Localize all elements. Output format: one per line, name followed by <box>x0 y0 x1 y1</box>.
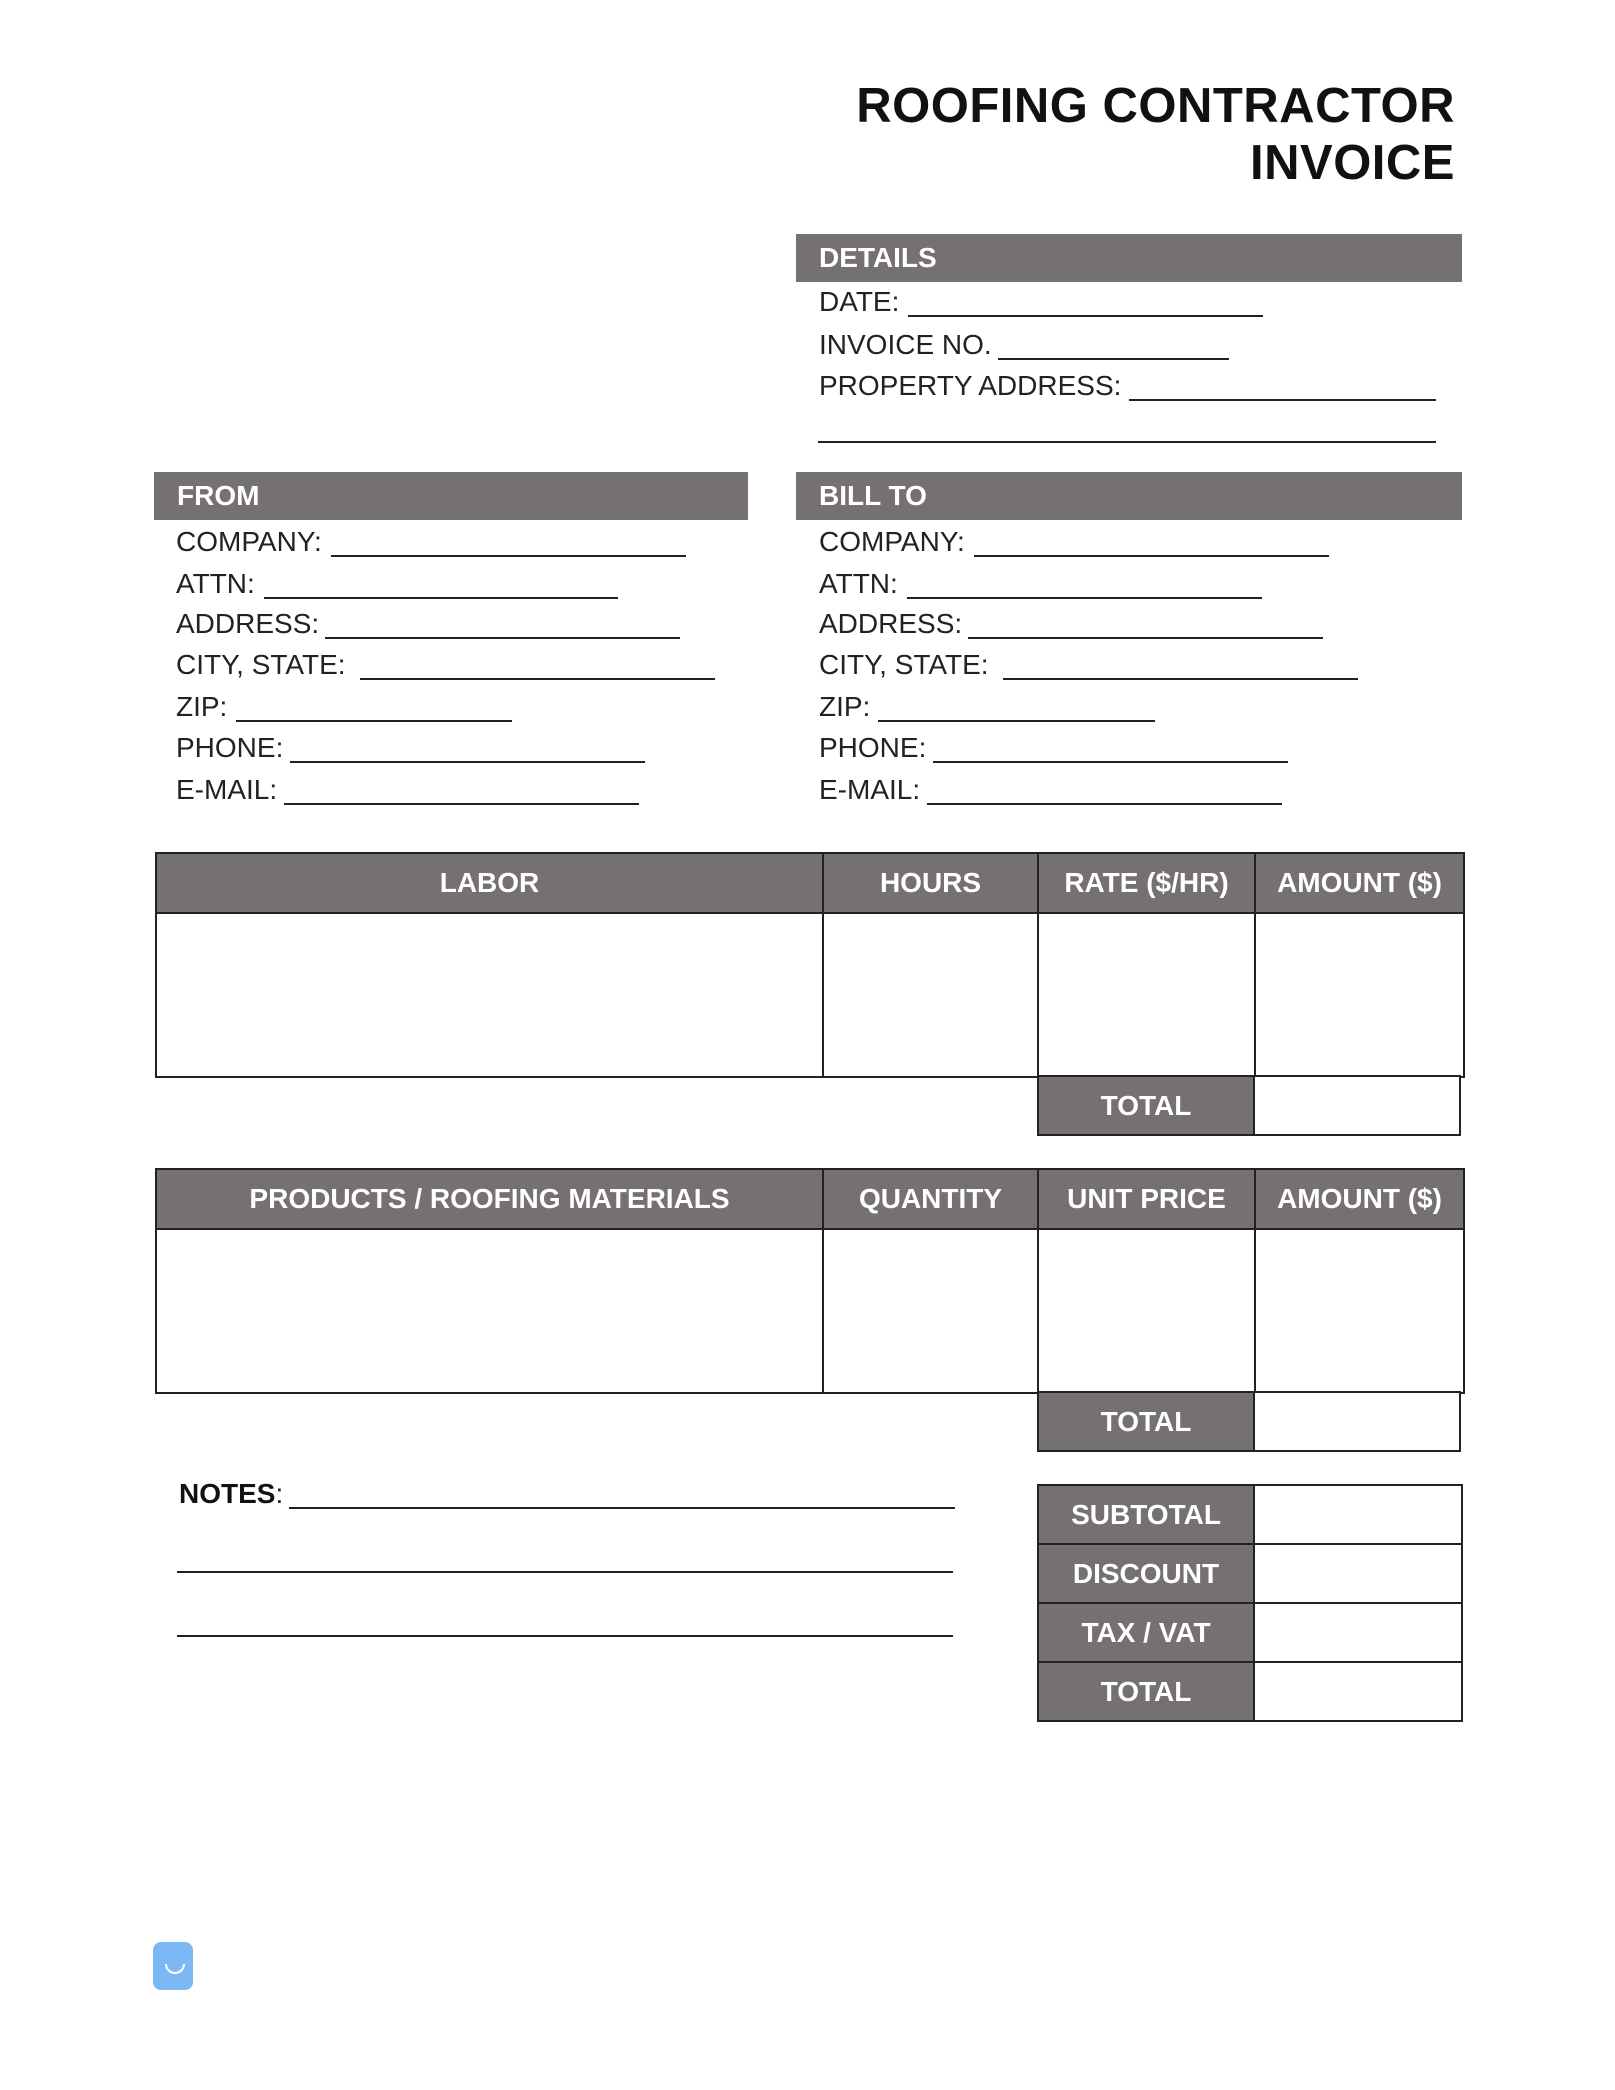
from-header: FROM <box>154 472 748 520</box>
from-address-label: ADDRESS: <box>176 608 320 639</box>
page-title <box>856 78 1455 192</box>
from-phone-field[interactable] <box>290 761 645 763</box>
discount-value[interactable] <box>1253 1543 1463 1604</box>
property-address-field[interactable] <box>1129 399 1436 401</box>
bill-to-phone-label: PHONE: <box>819 732 927 763</box>
products-total-value[interactable] <box>1253 1391 1461 1452</box>
labor-col-description: LABOR <box>156 853 823 913</box>
notes-field-line-1[interactable] <box>289 1507 955 1509</box>
products-table <box>155 1168 1465 1394</box>
from-zip-label: ZIP: <box>176 691 228 722</box>
property-address-field-2[interactable] <box>818 441 1436 443</box>
smile-icon <box>165 1964 185 1974</box>
from-address-field[interactable] <box>325 637 680 639</box>
subtotal-value[interactable] <box>1253 1484 1463 1545</box>
grand-total-value[interactable] <box>1253 1661 1463 1722</box>
bill-to-zip-label: ZIP: <box>819 691 871 722</box>
notes-field-line-3[interactable] <box>177 1635 953 1637</box>
date-label: DATE: <box>819 286 900 317</box>
summary-row-discount <box>1037 1543 1463 1604</box>
notes-field-line-2[interactable] <box>177 1571 953 1573</box>
bill-to-address-label: ADDRESS: <box>819 608 963 639</box>
bill-to-zip-field[interactable] <box>878 720 1155 722</box>
products-col-amount: AMOUNT ($) <box>1255 1169 1464 1229</box>
bill-to-attn-label: ATTN: <box>819 568 898 599</box>
discount-label: DISCOUNT <box>1037 1543 1255 1604</box>
notes-colon: : <box>275 1478 284 1509</box>
summary-row-subtotal <box>1037 1484 1463 1545</box>
bill-to-company-field[interactable] <box>974 555 1329 557</box>
from-zip-field[interactable] <box>236 720 512 722</box>
bill-to-phone-field[interactable] <box>933 761 1288 763</box>
tax-label: TAX / VAT <box>1037 1602 1255 1663</box>
products-total-row <box>1037 1391 1463 1452</box>
labor-total-label: TOTAL <box>1037 1075 1255 1136</box>
products-col-unit-price: UNIT PRICE <box>1038 1169 1255 1229</box>
products-unit-price-cell[interactable] <box>1038 1229 1255 1393</box>
from-city-state-field[interactable] <box>360 678 715 680</box>
bill-to-address-field[interactable] <box>968 637 1323 639</box>
products-col-quantity: QUANTITY <box>823 1169 1038 1229</box>
table-row <box>156 913 1464 1077</box>
labor-table <box>155 852 1465 1078</box>
labor-header-row <box>156 853 1464 913</box>
labor-rate-cell[interactable] <box>1038 913 1255 1077</box>
products-amount-cell[interactable] <box>1255 1229 1464 1393</box>
from-email-field[interactable] <box>284 803 639 805</box>
tax-value[interactable] <box>1253 1602 1463 1663</box>
from-phone-label: PHONE: <box>176 732 284 763</box>
labor-col-hours: HOURS <box>823 853 1038 913</box>
products-quantity-cell[interactable] <box>823 1229 1038 1393</box>
title-line-2: INVOICE <box>1250 136 1455 190</box>
from-attn-label: ATTN: <box>176 568 255 599</box>
summary-row-tax <box>1037 1602 1463 1663</box>
products-col-description: PRODUCTS / ROOFING MATERIALS <box>156 1169 823 1229</box>
from-email-label: E-MAIL: <box>176 774 278 805</box>
products-header-row <box>156 1169 1464 1229</box>
from-company-field[interactable] <box>331 555 686 557</box>
bill-to-city-state-label: CITY, STATE: <box>819 649 989 680</box>
notes-label: NOTES <box>179 1478 276 1509</box>
bill-to-email-label: E-MAIL: <box>819 774 921 805</box>
labor-description-cell[interactable] <box>156 913 823 1077</box>
products-total-label: TOTAL <box>1037 1391 1255 1452</box>
details-header: DETAILS <box>796 234 1462 282</box>
grand-total-label: TOTAL <box>1037 1661 1255 1722</box>
invoice-no-field[interactable] <box>998 358 1229 360</box>
bill-to-email-field[interactable] <box>927 803 1282 805</box>
summary-row-total <box>1037 1661 1463 1722</box>
from-attn-field[interactable] <box>264 597 618 599</box>
labor-hours-cell[interactable] <box>823 913 1038 1077</box>
brand-logo-icon <box>153 1942 193 1990</box>
products-description-cell[interactable] <box>156 1229 823 1393</box>
labor-col-amount: AMOUNT ($) <box>1255 853 1464 913</box>
labor-col-rate: RATE ($/HR) <box>1038 853 1255 913</box>
date-field[interactable] <box>908 315 1263 317</box>
table-row <box>156 1229 1464 1393</box>
bill-to-header: BILL TO <box>796 472 1462 520</box>
from-company-label: COMPANY: <box>176 526 322 557</box>
bill-to-attn-field[interactable] <box>907 597 1262 599</box>
bill-to-city-state-field[interactable] <box>1003 678 1358 680</box>
invoice-no-label: INVOICE NO. <box>819 329 992 360</box>
bill-to-company-label: COMPANY: <box>819 526 965 557</box>
from-city-state-label: CITY, STATE: <box>176 649 346 680</box>
title-line-1: ROOFING CONTRACTOR <box>856 79 1455 133</box>
summary-table <box>1037 1484 1463 1722</box>
labor-total-row <box>1037 1075 1463 1136</box>
property-address-label: PROPERTY ADDRESS: <box>819 370 1122 401</box>
labor-total-value[interactable] <box>1253 1075 1461 1136</box>
labor-amount-cell[interactable] <box>1255 913 1464 1077</box>
notes-label-wrap <box>179 1478 283 1510</box>
subtotal-label: SUBTOTAL <box>1037 1484 1255 1545</box>
